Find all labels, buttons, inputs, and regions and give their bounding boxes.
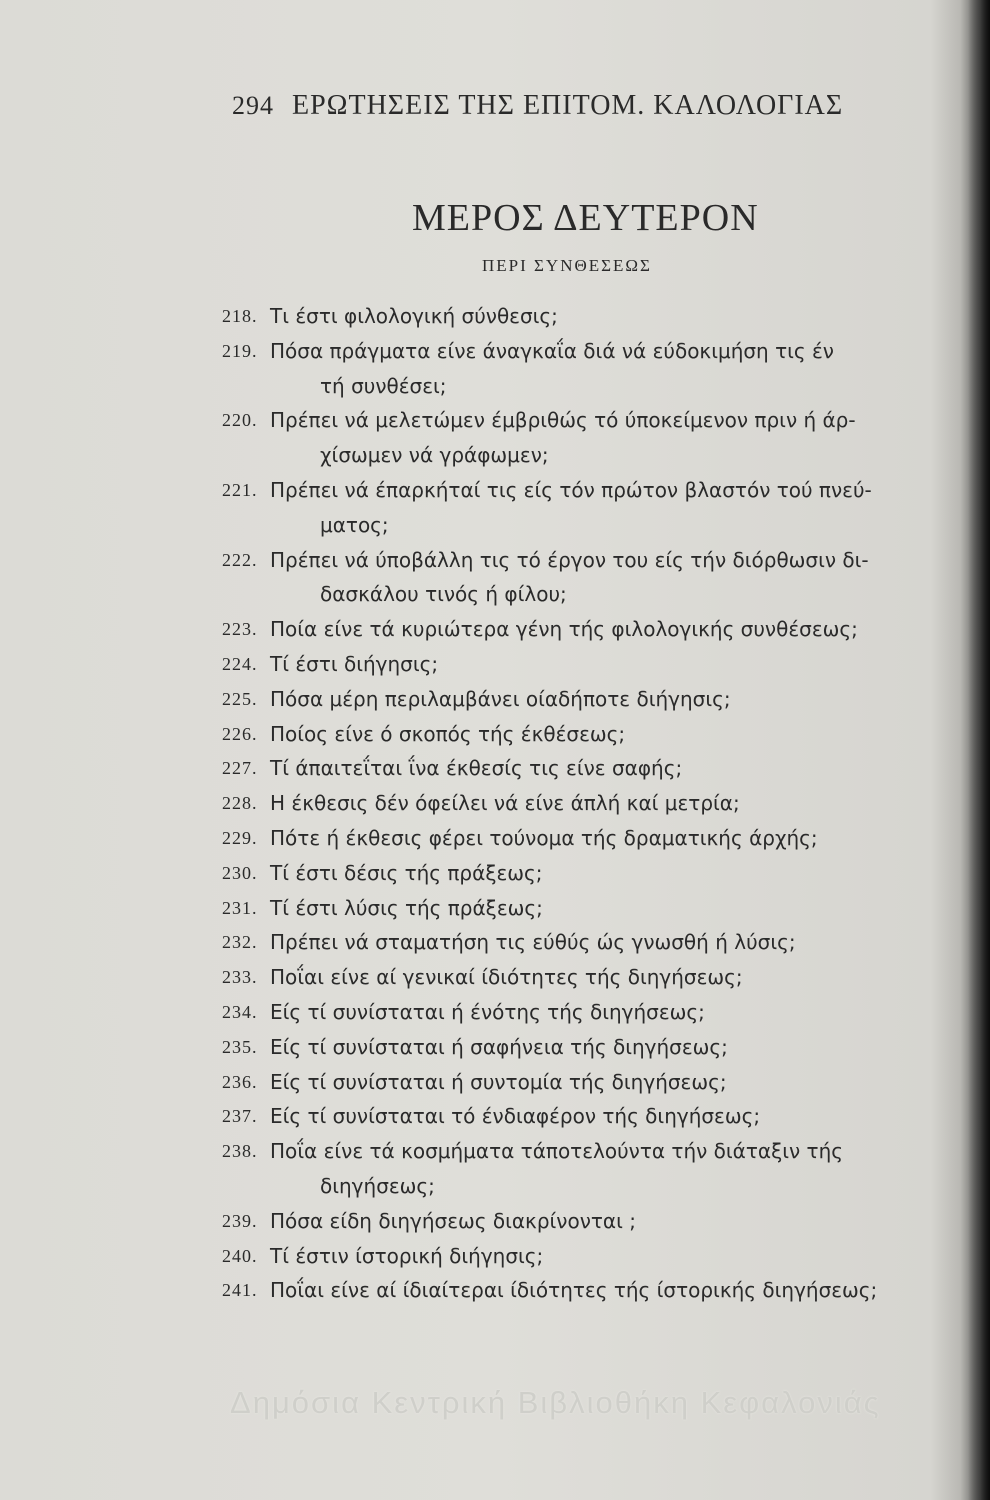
- question-number: 228.: [222, 793, 258, 814]
- question-text: [270, 995, 705, 1030]
- question-text-line: Πρέπει νά μελετώμεν έμβριθώς τό ύποκείμενον πριν ή άρ-: [270, 408, 856, 433]
- question-text-line: Ποία είνε τά κυριώτερα γένη τής φιλολογικής συνθέσεως;: [270, 617, 858, 642]
- question-number: 224.: [222, 653, 258, 674]
- question-text: [270, 751, 682, 786]
- question-number: 218.: [222, 306, 258, 326]
- question-item: [222, 299, 990, 334]
- question-list: [222, 299, 990, 1308]
- question-text-continuation: δασκάλου τινός ή φίλου;: [320, 582, 567, 607]
- question-item: [222, 1065, 990, 1100]
- question-number: 235.: [222, 1036, 258, 1057]
- question-item: [222, 717, 990, 752]
- question-text-line: Τι έστι φιλολογική σύνθεσις;: [270, 304, 558, 328]
- question-number: 233.: [222, 967, 258, 988]
- question-item: [222, 751, 990, 786]
- question-text-continuation: τή συνθέσει;: [320, 373, 447, 398]
- question-text: [270, 1134, 843, 1204]
- question-text: [270, 960, 743, 995]
- question-number: 227.: [222, 758, 258, 779]
- question-text-line: Τί έστι δέσις τής πράξεως;: [270, 860, 543, 885]
- question-number: 231.: [222, 897, 258, 918]
- question-text: [270, 786, 740, 821]
- question-text-line: Πόσα μέρη περιλαμβάνει οίαδήποτε διήγησις;: [270, 686, 731, 711]
- question-number: 232.: [222, 932, 258, 953]
- question-number: 226.: [222, 723, 258, 744]
- question-text-line: Είς τί συνίσταται ή σαφήνεια τής διηγήσεως;: [270, 1034, 728, 1059]
- question-text-line: Τί έστιν ίστορική διήγησις;: [270, 1243, 544, 1268]
- question-item: [222, 925, 990, 960]
- question-text: [270, 1065, 727, 1100]
- question-item: [222, 1239, 990, 1274]
- library-watermark: Δημόσια Κεντρική Βιβλιοθήκη Κεφαλονιάς: [230, 1385, 881, 1420]
- question-item: [222, 473, 990, 543]
- question-item: [222, 995, 990, 1030]
- question-text: [270, 682, 731, 717]
- question-text-line: Είς τί συνίσταται ή συντομία τής διηγήσεως;: [270, 1069, 727, 1094]
- question-item: [222, 1204, 990, 1239]
- question-number: 219.: [222, 340, 258, 361]
- question-text-line: Είς τί συνίσταται τό ένδιαφέρον τής διηγήσεως;: [270, 1104, 761, 1129]
- question-item: [222, 334, 990, 404]
- question-text: [270, 1030, 728, 1065]
- question-text-line: Πόσα πράγματα είνε άναγκαΐα διά νά εύδοκιμήση τις έν: [270, 338, 834, 363]
- question-text: [270, 717, 625, 752]
- question-item: [222, 786, 990, 821]
- section-title: ΜΕΡΟΣ ΔΕΥΤΕΡΟΝ: [412, 197, 759, 239]
- question-item: [222, 856, 990, 891]
- question-item: [222, 960, 990, 995]
- question-number: 225.: [222, 688, 258, 709]
- question-text: [270, 821, 818, 856]
- question-item: [222, 1099, 990, 1134]
- question-text-line: Τί έστι διήγησις;: [270, 651, 439, 676]
- question-text: [270, 334, 834, 404]
- question-text: [270, 543, 869, 613]
- running-title: ΕΡΩΤΗΣΕΙΣ ΤΗΣ ΕΠΙΤΟΜ. ΚΑΛΟΛΟΓΙΑΣ: [292, 90, 844, 121]
- question-text: [270, 1099, 760, 1134]
- section-subtitle: ΠΕΡΙ ΣΥΝΘΕΣΕΩΣ: [482, 256, 652, 275]
- question-text-line: Πόσα είδη διηγήσεως διακρίνονται ;: [270, 1208, 636, 1233]
- question-number: 223.: [222, 619, 258, 640]
- question-text: [270, 1239, 543, 1274]
- question-text-line: Ποΐαι είνε αί γενικαί ίδιότητες τής διηγήσεως;: [270, 965, 743, 990]
- question-item: [222, 612, 990, 647]
- question-text: [270, 1273, 877, 1308]
- question-number: 229.: [222, 827, 258, 848]
- question-text: [270, 473, 872, 543]
- question-text: [270, 856, 543, 891]
- question-item: [222, 1030, 990, 1065]
- question-text: [270, 299, 558, 334]
- question-item: [222, 891, 990, 926]
- question-text-line: Πρέπει νά έπαρκήταί τις είς τόν πρώτον βλαστόν τού πνεύ-: [270, 477, 872, 502]
- question-number: 236.: [222, 1071, 258, 1092]
- question-text-line: Είς τί συνίσταται ή ένότης τής διηγήσεως;: [270, 999, 705, 1024]
- page-number: 294: [232, 91, 274, 120]
- question-text-continuation: διηγήσεως;: [320, 1173, 435, 1198]
- question-text-line: Ποΐαι είνε αί ίδιαίτεραι ίδιότητες τής ίστορικής διηγήσεως;: [270, 1278, 878, 1303]
- question-text-line: Πότε ή έκθεσις φέρει τούνομα τής δραματικής άρχής;: [270, 825, 818, 850]
- question-item: [222, 1134, 990, 1204]
- question-text-line: Τί έστι λύσις τής πράξεως;: [270, 895, 543, 920]
- question-number: 234.: [222, 1001, 258, 1022]
- question-text-line: Ποΐα είνε τά κοσμήματα τάποτελούντα τήν διάταξιν τής: [270, 1139, 843, 1164]
- question-item: [222, 682, 990, 717]
- question-item: [222, 543, 990, 613]
- question-item: [222, 403, 990, 473]
- question-text: [270, 891, 543, 926]
- question-text-line: Πρέπει νά ύποβάλλη τις τό έργον του είς τήν διόρθωσιν δι-: [270, 547, 869, 572]
- question-number: 238.: [222, 1141, 258, 1162]
- question-text: [270, 403, 856, 473]
- question-text-line: Ποίος είνε ό σκοπός τής έκθέσεως;: [270, 721, 626, 746]
- question-item: [222, 1273, 990, 1308]
- question-text-line: Πρέπει νά σταματήση τις εύθύς ώς γνωσθή ή λύσις;: [270, 930, 796, 955]
- question-number: 241.: [222, 1280, 258, 1301]
- question-number: 221.: [222, 479, 258, 500]
- question-text-line: Η έκθεσις δέν όφείλει νά είνε άπλή καί μετρία;: [270, 791, 740, 816]
- question-number: 240.: [222, 1245, 258, 1266]
- running-header: [232, 90, 972, 126]
- question-text: [270, 925, 796, 960]
- question-number: 220.: [222, 410, 258, 431]
- question-item: [222, 647, 990, 682]
- question-text: [270, 1204, 636, 1239]
- question-item: [222, 821, 990, 856]
- question-number: 230.: [222, 862, 258, 883]
- question-text-continuation: ματος;: [320, 512, 389, 537]
- question-number: 222.: [222, 549, 258, 570]
- question-text: [270, 612, 858, 647]
- question-number: 237.: [222, 1106, 258, 1127]
- question-text-line: Τί άπαιτεΐται ΐνα έκθεσίς τις είνε σαφής;: [270, 756, 683, 781]
- question-text: [270, 647, 438, 682]
- question-number: 239.: [222, 1210, 258, 1231]
- question-text-continuation: χίσωμεν νά γράφωμεν;: [320, 443, 549, 468]
